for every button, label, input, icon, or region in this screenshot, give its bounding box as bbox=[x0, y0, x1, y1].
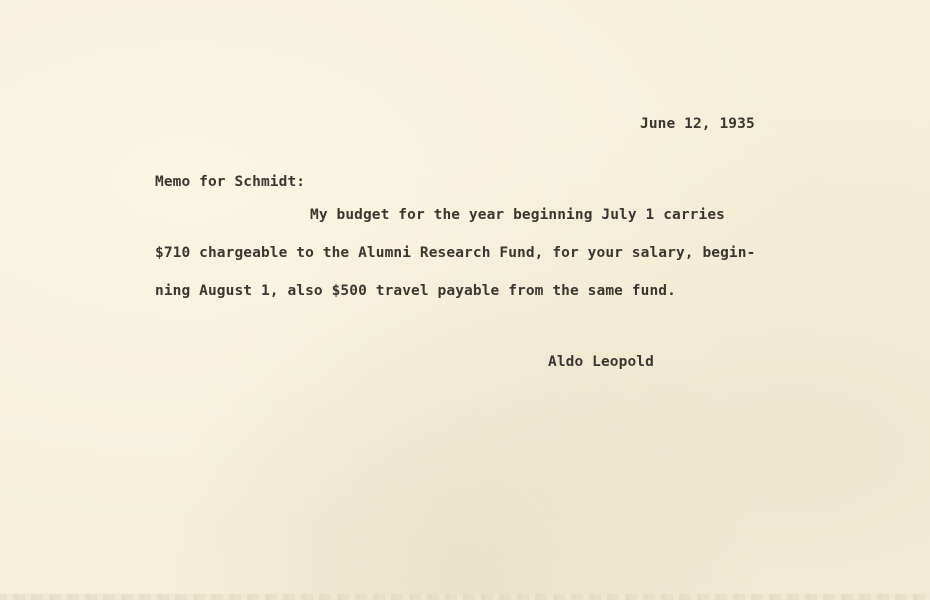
memo-body-line: My budget for the year beginning July 1 carries bbox=[310, 207, 725, 223]
torn-edge bbox=[0, 594, 930, 600]
memo-salutation: Memo for Schmidt: bbox=[155, 174, 306, 190]
memo-signature: Aldo Leopold bbox=[548, 354, 654, 370]
memo-body-line: $710 chargeable to the Alumni Research Fund, for your salary, begin- bbox=[155, 245, 756, 261]
memo-date: June 12, 1935 bbox=[640, 116, 755, 132]
memo-body-line: ning August 1, also $500 travel payable from the same fund. bbox=[155, 283, 676, 299]
